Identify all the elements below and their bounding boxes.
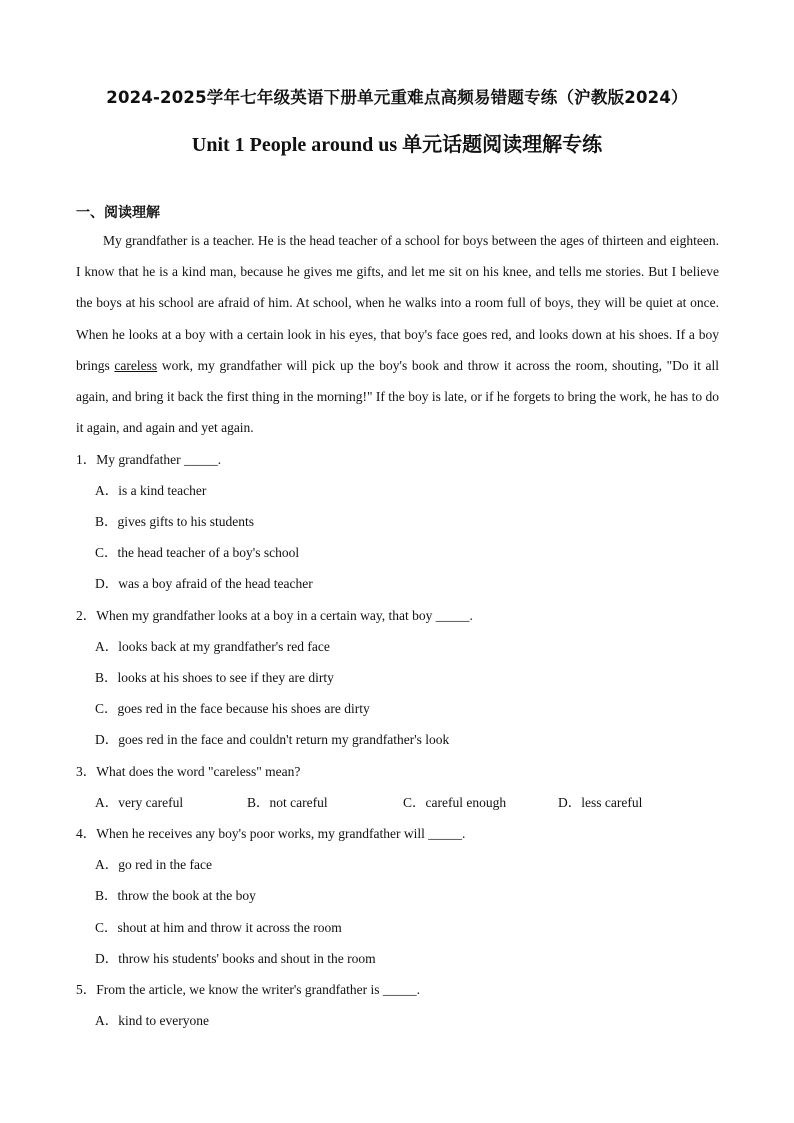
question-3-option-d[interactable]: D．less careful bbox=[558, 795, 643, 810]
question-4-option-a[interactable]: A．go red in the face bbox=[95, 857, 212, 872]
question-2-option-a[interactable]: A．looks back at my grandfather's red face bbox=[95, 639, 330, 654]
underlined-word: careless bbox=[114, 357, 158, 373]
question-4-stem: 4．When he receives any boy's poor works, my grandfather will _____. bbox=[76, 826, 466, 841]
question-1-option-d[interactable]: D．was a boy afraid of the head teacher bbox=[95, 576, 313, 591]
question-2-stem: 2．When my grandfather looks at a boy in a certain way, that boy _____. bbox=[76, 608, 473, 623]
section-heading: 一、阅读理解 bbox=[76, 205, 160, 221]
passage-text-1: My grandfather is a teacher. He is the head teacher of a school for boys between the ages of thirteen and eighteen. I know that he is a kind man, because he gives me gifts, and let me sit on his knee, and tells me stories. But I believe the boys at his school are afraid of him. At school, when he walks into a room full of boys, they will be quiet at once. When he looks at a boy with a certain look in his eyes, that boy's face goes red, and looks down at his shoes. If a boy brings bbox=[76, 233, 719, 373]
page-title: 2024-2025学年七年级英语下册单元重难点高频易错题专练（沪教版2024） bbox=[106, 88, 688, 107]
passage-text-2: work, my grandfather will pick up the boy's book and throw it across the room, shouting, "Do it all again, and bring it back the first thing in the morning!" If the boy is late, or if he forgets to bring the work, he has to do it again, and again and yet again. bbox=[76, 357, 720, 436]
question-1-stem: 1．My grandfather _____. bbox=[76, 452, 222, 467]
question-1-option-c[interactable]: C．the head teacher of a boy's school bbox=[95, 545, 300, 560]
reading-passage bbox=[76, 225, 719, 443]
question-3-option-c[interactable]: C．careful enough bbox=[403, 795, 507, 810]
question-5-stem: 5．From the article, we know the writer's grandfather is _____. bbox=[76, 982, 420, 997]
question-5-option-a[interactable]: A．kind to everyone bbox=[95, 1013, 209, 1028]
question-3-option-b[interactable]: B．not careful bbox=[247, 795, 328, 810]
question-2-option-c[interactable]: C．goes red in the face because his shoes are dirty bbox=[95, 701, 370, 716]
page-subtitle: Unit 1 People around us 单元话题阅读理解专练 bbox=[191, 134, 603, 156]
question-3-option-a[interactable]: A．very careful bbox=[95, 795, 184, 810]
question-4-option-b[interactable]: B．throw the book at the boy bbox=[95, 888, 256, 903]
question-4-option-c[interactable]: C．shout at him and throw it across the room bbox=[95, 920, 342, 935]
question-3-stem: 3．What does the word "careless" mean? bbox=[76, 764, 301, 779]
question-2-option-b[interactable]: B．looks at his shoes to see if they are dirty bbox=[95, 670, 334, 685]
question-2-option-d[interactable]: D．goes red in the face and couldn't return my grandfather's look bbox=[95, 732, 450, 747]
question-4-option-d[interactable]: D．throw his students' books and shout in the room bbox=[95, 951, 376, 966]
question-1-option-b[interactable]: B．gives gifts to his students bbox=[95, 514, 255, 529]
question-1-option-a[interactable]: A．is a kind teacher bbox=[95, 483, 207, 498]
